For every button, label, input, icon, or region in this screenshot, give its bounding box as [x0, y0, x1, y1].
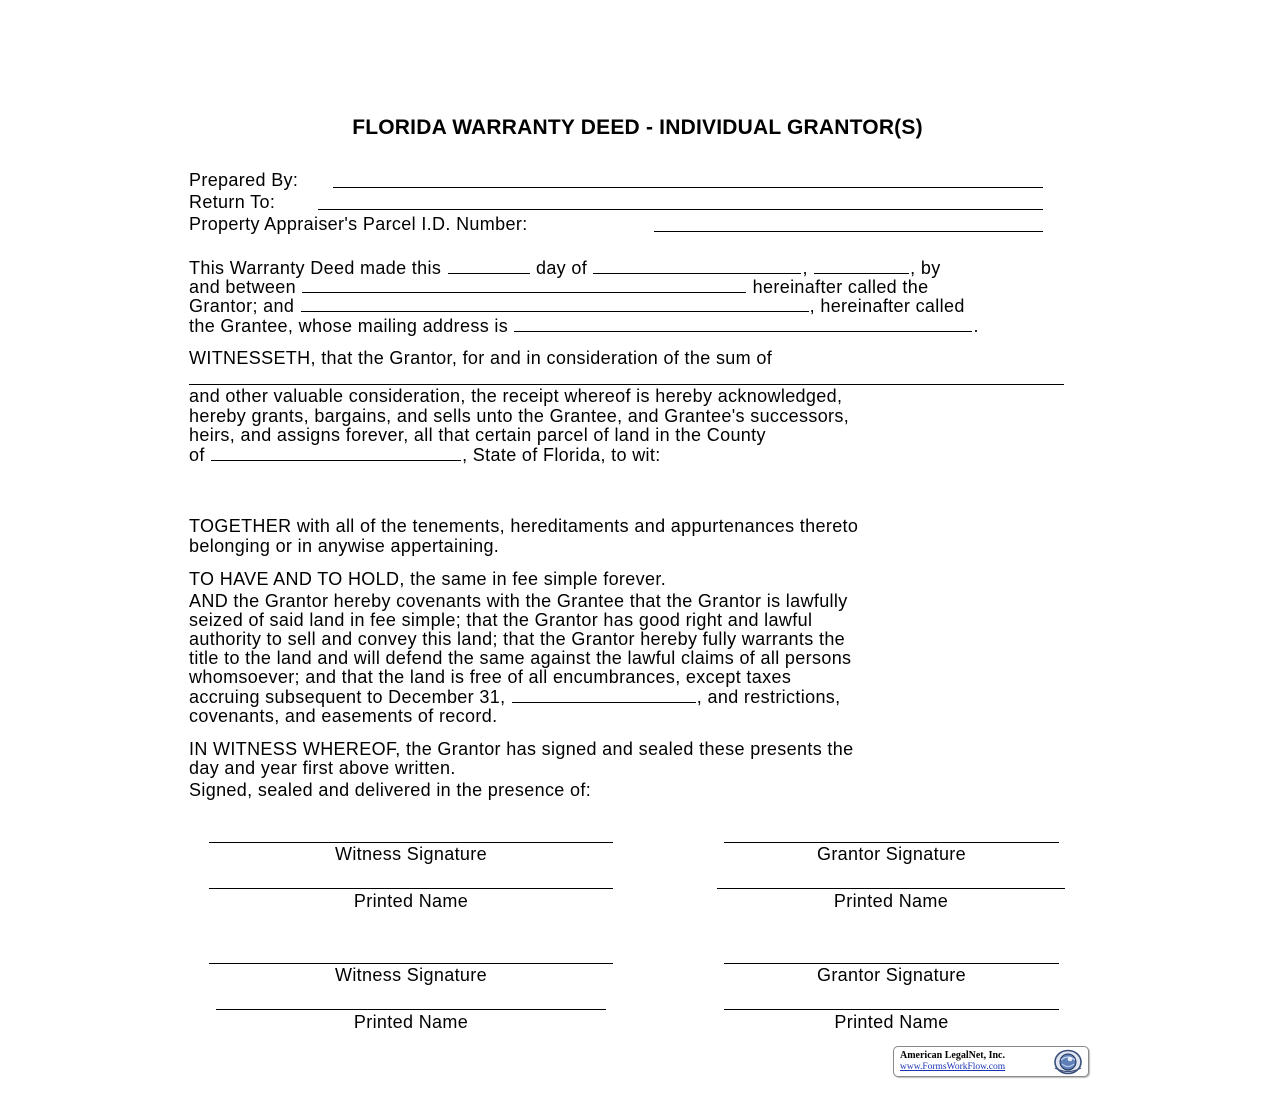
grantor-signature-label: Grantor Signature — [816, 965, 967, 985]
in-witness-line-2: day and year first above written. — [189, 758, 456, 778]
deed-text: , hereinafter called — [809, 296, 965, 316]
grantor-printed-name-line[interactable] — [724, 1009, 1059, 1010]
deed-text: of — [189, 445, 205, 465]
grantee-name-field[interactable] — [301, 296, 809, 312]
deed-text: , by — [910, 258, 941, 278]
deed-line-2 — [189, 277, 928, 297]
covenants-line-6 — [189, 687, 841, 707]
deed-text: hereinafter called the — [752, 277, 929, 297]
month-field[interactable] — [593, 258, 801, 274]
deed-line-3 — [189, 296, 965, 316]
prepared-by-label: Prepared By: — [189, 170, 299, 190]
grantor-signature-line[interactable] — [724, 842, 1059, 843]
habendum-line: TO HAVE AND TO HOLD, the same in fee simple forever. — [189, 569, 667, 589]
parcel-id-field[interactable] — [654, 231, 1043, 232]
deed-text: This Warranty Deed made this — [189, 258, 442, 278]
witnesseth-line-4: heirs, and assigns forever, all that certain parcel of land in the County — [189, 425, 766, 445]
grantor-signature-label: Grantor Signature — [816, 844, 967, 864]
logo-company-name: American LegalNet, Inc. — [900, 1050, 1005, 1061]
witnesseth-line-2: and other valuable consideration, the receipt whereof is hereby acknowledged, — [189, 386, 843, 406]
deed-text: the Grantee, whose mailing address is — [189, 316, 509, 336]
witness-signature-label: Witness Signature — [334, 844, 487, 864]
witness-printed-name-label: Printed Name — [353, 1012, 469, 1032]
witness-printed-name-line[interactable] — [209, 888, 613, 889]
grantee-address-field[interactable] — [514, 316, 972, 332]
deed-text: , — [802, 258, 808, 278]
deed-text: and between — [189, 277, 296, 297]
grantor-printed-name-label: Printed Name — [834, 1012, 949, 1032]
grantor-signature-line[interactable] — [724, 963, 1059, 964]
in-witness-line-3: Signed, sealed and delivered in the presence of: — [189, 780, 592, 800]
witnesseth-line-5 — [189, 445, 661, 465]
day-field[interactable] — [448, 258, 530, 274]
consideration-sum-field[interactable] — [189, 384, 1064, 385]
witness-signature-label: Witness Signature — [334, 965, 487, 985]
deed-line-1 — [189, 258, 941, 278]
tax-year-field[interactable] — [512, 687, 696, 703]
page-title: FLORIDA WARRANTY DEED - INDIVIDUAL GRANTOR(S) — [352, 116, 923, 139]
county-field[interactable] — [211, 445, 461, 461]
year-field[interactable] — [814, 258, 909, 274]
deed-text: Grantor; and — [189, 296, 295, 316]
deed-text: , and restrictions, — [696, 687, 841, 707]
together-line-2: belonging or in anywise appertaining. — [189, 536, 500, 556]
grantor-printed-name-label: Printed Name — [833, 891, 949, 911]
covenants-line-5: whomsoever; and that the land is free of all encumbrances, except taxes — [189, 667, 792, 687]
deed-text: , State of Florida, to wit: — [462, 445, 661, 465]
covenants-line-2: seized of said land in fee simple; that the Grantor has good right and lawful — [189, 610, 813, 630]
covenants-line-3: authority to sell and convey this land; that the Grantor hereby fully warrants the — [189, 629, 846, 649]
return-to-field[interactable] — [318, 209, 1043, 210]
forms-workflow-logo[interactable] — [893, 1046, 1089, 1077]
witness-printed-name-label: Printed Name — [353, 891, 469, 911]
witness-signature-line[interactable] — [209, 963, 613, 964]
in-witness-line-1: IN WITNESS WHEREOF, the Grantor has signed and sealed these presents the — [189, 739, 854, 759]
witnesseth-line-3: hereby grants, bargains, and sells unto the Grantee, and Grantee's successors, — [189, 406, 850, 426]
grantor-name-field[interactable] — [302, 277, 746, 293]
return-to-label: Return To: — [189, 192, 276, 212]
logo-url-link[interactable]: www.FormsWorkFlow.com — [900, 1062, 1006, 1072]
deed-text: day of — [535, 258, 588, 278]
covenants-line-4: title to the land and will defend the same against the lawful claims of all persons — [189, 648, 852, 668]
witness-signature-line[interactable] — [209, 842, 613, 843]
deed-line-4 — [189, 316, 979, 336]
deed-text: . — [973, 316, 979, 336]
prepared-by-field[interactable] — [333, 187, 1043, 188]
witnesseth-line-1: WITNESSETH, that the Grantor, for and in consideration of the sum of — [189, 348, 773, 368]
grantor-printed-name-line[interactable] — [717, 888, 1065, 889]
witness-printed-name-line[interactable] — [216, 1009, 606, 1010]
covenants-line-7: covenants, and easements of record. — [189, 706, 498, 726]
parcel-id-label: Property Appraiser's Parcel I.D. Number: — [189, 214, 528, 234]
together-line-1: TOGETHER with all of the tenements, hereditaments and appurtenances thereto — [189, 516, 859, 536]
globe-icon — [1053, 1048, 1083, 1080]
covenants-line-1: AND the Grantor hereby covenants with the Grantee that the Grantor is lawfully — [189, 591, 848, 611]
deed-text: accruing subsequent to December 31, — [189, 687, 506, 707]
